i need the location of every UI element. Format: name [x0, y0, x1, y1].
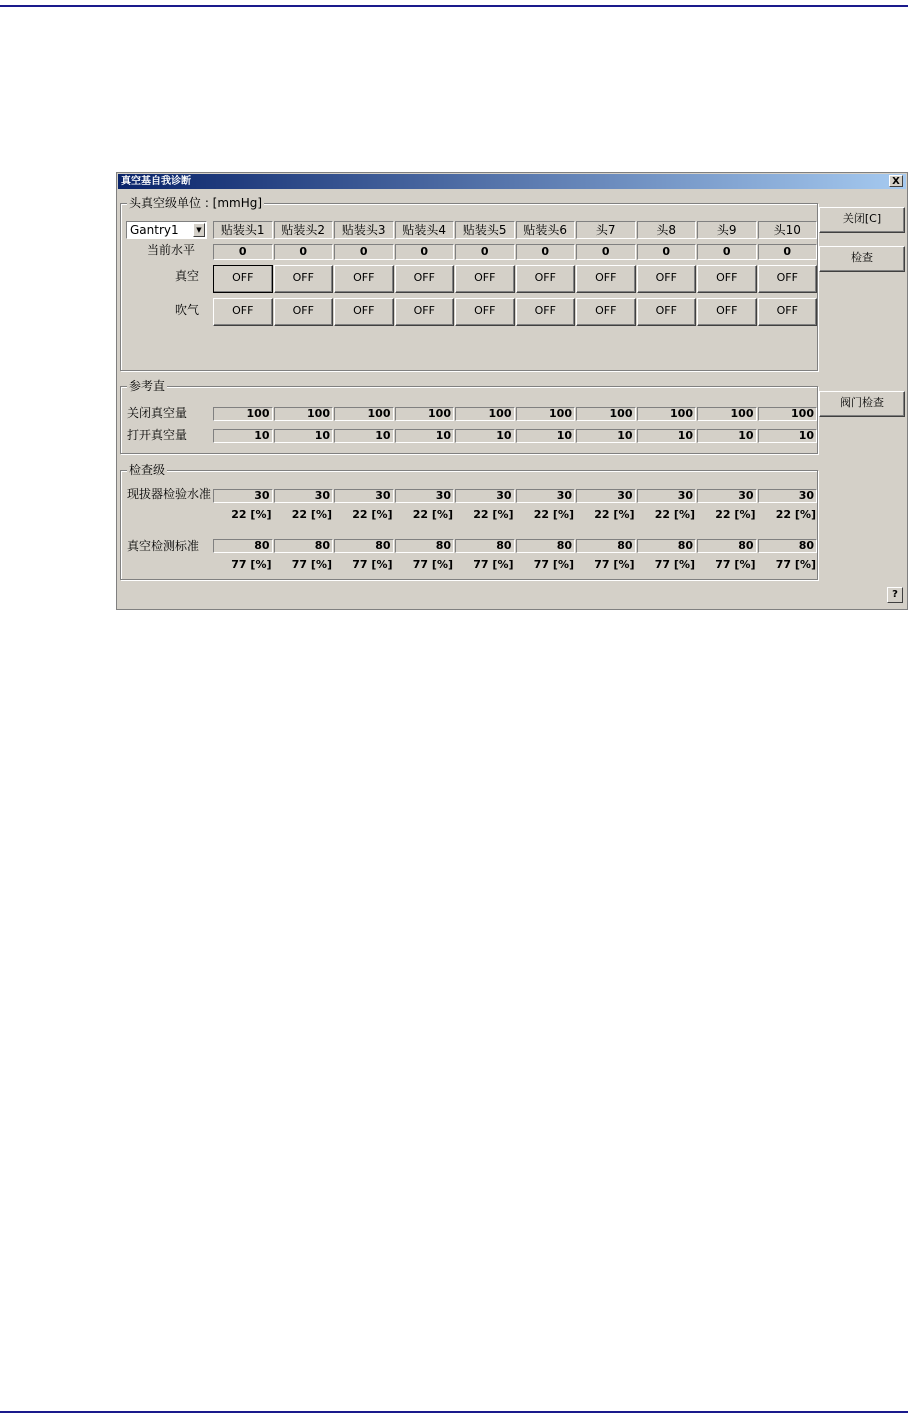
- ejector-percent: 22 [%]: [775, 508, 816, 521]
- close-vacuum-input[interactable]: 100: [637, 407, 697, 421]
- head-header-6: 贴装头6: [516, 221, 576, 239]
- open-vacuum-input[interactable]: 10: [576, 429, 636, 443]
- vacuum-toggle-button[interactable]: OFF: [637, 265, 697, 293]
- open-vacuum-input[interactable]: 10: [334, 429, 394, 443]
- vacuum-toggle-button[interactable]: OFF: [576, 265, 636, 293]
- ejector-check-input[interactable]: 30: [455, 489, 515, 503]
- ejector-check-input[interactable]: 30: [516, 489, 576, 503]
- vacuum-detect-input[interactable]: 80: [455, 539, 515, 553]
- blow-toggle-button[interactable]: OFF: [637, 298, 697, 326]
- valve-check-button[interactable]: 阀门检查: [819, 391, 905, 417]
- reference-group: [120, 379, 818, 454]
- vacuum-toggle-button[interactable]: OFF: [274, 265, 334, 293]
- blow-toggle-button[interactable]: OFF: [697, 298, 757, 326]
- open-vacuum-input[interactable]: 10: [758, 429, 818, 443]
- close-vacuum-input[interactable]: 100: [274, 407, 334, 421]
- current-level-label: 当前水平: [147, 243, 196, 257]
- vacuum-toggle-button[interactable]: OFF: [758, 265, 818, 293]
- vacuum-label: 真空: [175, 269, 200, 283]
- head-header-7: 头7: [576, 221, 636, 239]
- ejector-percent: 22 [%]: [412, 508, 453, 521]
- head-header-10: 头10: [758, 221, 818, 239]
- check-button[interactable]: 检查: [819, 246, 905, 272]
- dialog-title: 真空基自我诊断: [121, 176, 191, 187]
- ejector-percent: 22 [%]: [473, 508, 514, 521]
- vacuum-toggle-button[interactable]: OFF: [395, 265, 455, 293]
- head-header-2: 贴装头2: [274, 221, 334, 239]
- open-vacuum-input[interactable]: 10: [637, 429, 697, 443]
- vacuum-detect-input[interactable]: 80: [516, 539, 576, 553]
- ejector-percent: 22 [%]: [231, 508, 272, 521]
- page-top-rule: [0, 5, 908, 7]
- chevron-down-icon[interactable]: ▼: [193, 223, 205, 237]
- blow-toggle-button[interactable]: OFF: [274, 298, 334, 326]
- vacuum-detect-input[interactable]: 80: [334, 539, 394, 553]
- head-header-1: 贴装头1: [213, 221, 273, 239]
- vacuum-detect-input[interactable]: 80: [213, 539, 273, 553]
- close-button[interactable]: 关闭[C]: [819, 207, 905, 233]
- head-header-3: 贴装头3: [334, 221, 394, 239]
- vacuum-toggle-button[interactable]: OFF: [516, 265, 576, 293]
- vacuum-detect-input[interactable]: 80: [697, 539, 757, 553]
- open-vacuum-input[interactable]: 10: [455, 429, 515, 443]
- close-vacuum-input[interactable]: 100: [697, 407, 757, 421]
- vacuum-detect-input[interactable]: 80: [758, 539, 818, 553]
- close-vacuum-input[interactable]: 100: [455, 407, 515, 421]
- current-level-value: 0: [334, 244, 394, 260]
- open-vacuum-input[interactable]: 10: [274, 429, 334, 443]
- reference-group-legend: 参考直: [129, 379, 166, 393]
- vacuum-detect-percent: 77 [%]: [412, 558, 453, 571]
- head-header-4: 贴装头4: [395, 221, 455, 239]
- ejector-check-input[interactable]: 30: [758, 489, 818, 503]
- vacuum-detect-label: 真空检测标准: [127, 539, 200, 553]
- current-level-value: 0: [576, 244, 636, 260]
- vacuum-detect-percent: 77 [%]: [291, 558, 332, 571]
- current-level-value: 0: [274, 244, 334, 260]
- vacuum-detect-percent: 77 [%]: [715, 558, 756, 571]
- blow-toggle-button[interactable]: OFF: [395, 298, 455, 326]
- vacuum-detect-percent: 77 [%]: [775, 558, 816, 571]
- blow-toggle-button[interactable]: OFF: [516, 298, 576, 326]
- check-level-group: [120, 463, 818, 580]
- open-vacuum-input[interactable]: 10: [395, 429, 455, 443]
- close-vacuum-input[interactable]: 100: [334, 407, 394, 421]
- blow-toggle-button[interactable]: OFF: [576, 298, 636, 326]
- vacuum-self-diagnosis-dialog: [116, 172, 908, 610]
- gantry-select-value: Gantry1: [130, 223, 179, 237]
- title-bar[interactable]: [118, 174, 906, 189]
- open-vacuum-input[interactable]: 10: [213, 429, 273, 443]
- ejector-percent: 22 [%]: [594, 508, 635, 521]
- vacuum-detect-input[interactable]: 80: [637, 539, 697, 553]
- vacuum-toggle-button[interactable]: OFF: [334, 265, 394, 293]
- vacuum-detect-percent: 77 [%]: [352, 558, 393, 571]
- vacuum-toggle-button[interactable]: OFF: [697, 265, 757, 293]
- close-vacuum-label: 关闭真空量: [127, 406, 188, 420]
- vacuum-detect-input[interactable]: 80: [395, 539, 455, 553]
- vacuum-detect-percent: 77 [%]: [231, 558, 272, 571]
- current-level-value: 0: [637, 244, 697, 260]
- blow-toggle-button[interactable]: OFF: [213, 298, 273, 326]
- vacuum-detect-input[interactable]: 80: [576, 539, 636, 553]
- ejector-check-input[interactable]: 30: [213, 489, 273, 503]
- close-vacuum-input[interactable]: 100: [758, 407, 818, 421]
- vacuum-detect-percent: 77 [%]: [594, 558, 635, 571]
- vacuum-toggle-button[interactable]: OFF: [213, 265, 273, 293]
- ejector-check-input[interactable]: 30: [576, 489, 636, 503]
- ejector-check-input[interactable]: 30: [395, 489, 455, 503]
- help-icon[interactable]: ?: [887, 587, 903, 603]
- close-vacuum-input[interactable]: 100: [516, 407, 576, 421]
- head-vacuum-group: [120, 196, 818, 371]
- ejector-percent: 22 [%]: [533, 508, 574, 521]
- vacuum-detect-percent: 77 [%]: [473, 558, 514, 571]
- ejector-percent: 22 [%]: [715, 508, 756, 521]
- vacuum-detect-input[interactable]: 80: [274, 539, 334, 553]
- head-group-legend: 头真空级单位 : [mmHg]: [129, 196, 263, 210]
- gantry-select[interactable]: [126, 221, 207, 239]
- vacuum-toggle-button[interactable]: OFF: [455, 265, 515, 293]
- current-level-value: 0: [455, 244, 515, 260]
- current-level-value: 0: [758, 244, 818, 260]
- check-group-legend: 检查级: [129, 463, 166, 477]
- current-level-value: 0: [395, 244, 455, 260]
- blow-label: 吹气: [175, 303, 200, 317]
- close-vacuum-input[interactable]: 100: [576, 407, 636, 421]
- blow-toggle-button[interactable]: OFF: [455, 298, 515, 326]
- blow-toggle-button[interactable]: OFF: [758, 298, 818, 326]
- ejector-check-input[interactable]: 30: [697, 489, 757, 503]
- current-level-value: 0: [213, 244, 273, 260]
- ejector-percent: 22 [%]: [352, 508, 393, 521]
- head-header-5: 贴装头5: [455, 221, 515, 239]
- open-vacuum-label: 打开真空量: [127, 428, 188, 442]
- ejector-percent: 22 [%]: [654, 508, 695, 521]
- head-header-8: 头8: [637, 221, 697, 239]
- close-icon[interactable]: X: [889, 175, 903, 187]
- ejector-check-input[interactable]: 30: [334, 489, 394, 503]
- ejector-check-label: 现拔器检验水准: [127, 487, 212, 501]
- close-vacuum-input[interactable]: 100: [395, 407, 455, 421]
- vacuum-detect-percent: 77 [%]: [654, 558, 695, 571]
- open-vacuum-input[interactable]: 10: [516, 429, 576, 443]
- ejector-percent: 22 [%]: [291, 508, 332, 521]
- head-header-9: 头9: [697, 221, 757, 239]
- current-level-value: 0: [516, 244, 576, 260]
- blow-toggle-button[interactable]: OFF: [334, 298, 394, 326]
- vacuum-detect-percent: 77 [%]: [533, 558, 574, 571]
- ejector-check-input[interactable]: 30: [637, 489, 697, 503]
- close-vacuum-input[interactable]: 100: [213, 407, 273, 421]
- ejector-check-input[interactable]: 30: [274, 489, 334, 503]
- open-vacuum-input[interactable]: 10: [697, 429, 757, 443]
- page-bottom-rule: [0, 1411, 908, 1413]
- current-level-value: 0: [697, 244, 757, 260]
